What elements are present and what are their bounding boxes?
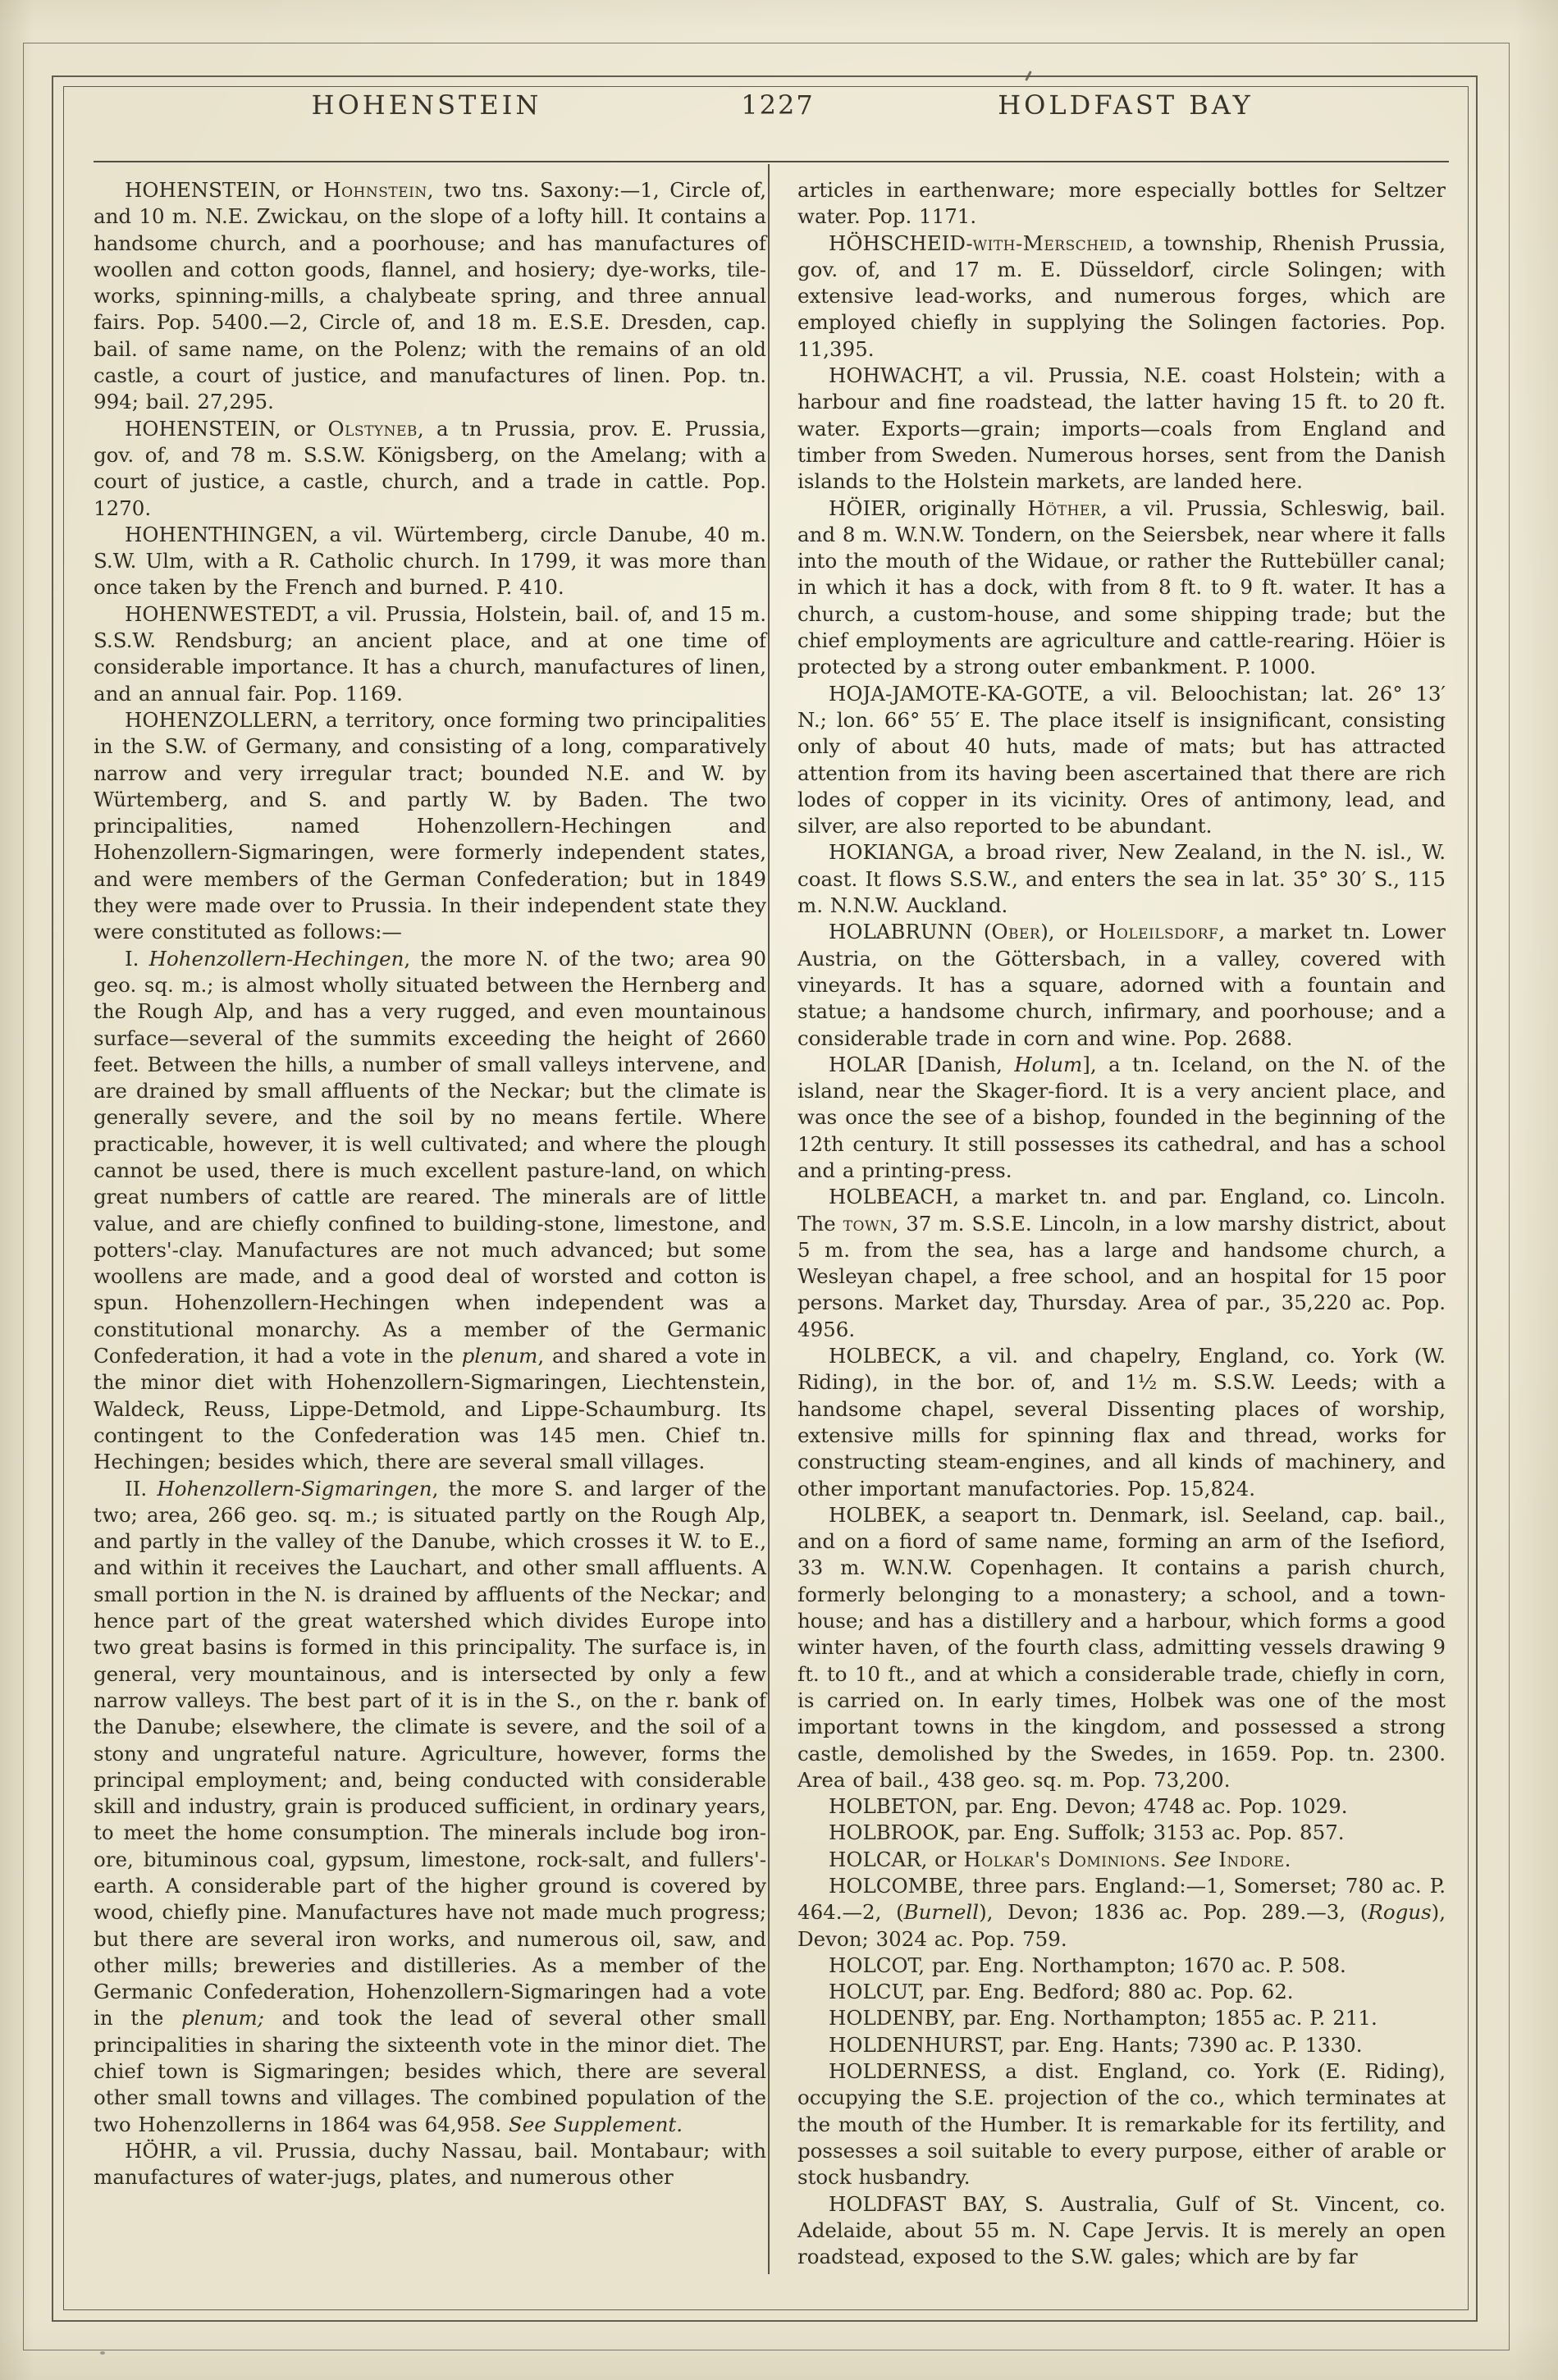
entry-paragraph: HOLBECK, a vil. and chapelry, England, co. York (W. Riding), in the bor. of, and 1½ m. S.S.W. Leeds; with a handsome chapel, several Dissenting places of worship, extensive mills for spinning flax and thread, works for constructing steam-engines, and all kinds of machinery, and other important manufactories. Pop. 15,824.	[797, 1344, 1446, 1501]
entry-paragraph: HÖHSCHEID-with-Merscheid, a township, Rhenish Prussia, gov. of, and 17 m. E. Düsseldorf, circle Solingen; with extensive lead-works, and numerous forges, which are employed chiefly in supplying the Solingen factories. Pop. 11,395.	[797, 231, 1446, 361]
entry-paragraph: HOLBEACH, a market tn. and par. England, co. Lincoln. The town, 37 m. S.S.E. Lincoln, in a low marshy district, about 5 m. from the sea, has a large and handsome church, a Wesleyan chapel, a free school, and an hospital for 15 poor persons. Market day, Thursday. Area of par., 35,220 ac. Pop. 4956.	[797, 1185, 1446, 1341]
entry-paragraph: HOLBROOK, par. Eng. Suffolk; 3153 ac. Pop. 857.	[829, 1820, 1345, 1845]
header-rule	[94, 161, 1449, 162]
entry-paragraph: HOKIANGA, a broad river, New Zealand, in the N. isl., W. coast. It flows S.S.W., and enters the sea in lat. 35° 30′ S., 115 m. N.N.W. Auckland.	[797, 840, 1446, 918]
entry-paragraph: HOHENTHINGEN, a vil. Würtemberg, circle Danube, 40 m. S.W. Ulm, with a R. Catholic church. In 1799, it was more than once taken by the French and burned. P. 410.	[94, 522, 766, 600]
page-number: 1227	[741, 89, 815, 121]
running-head-right: HOLDFAST BAY	[998, 89, 1254, 121]
column-divider	[768, 164, 770, 2274]
entry-paragraph: HOLDENHURST, par. Eng. Hants; 7390 ac. P. 1330.	[829, 2032, 1363, 2057]
entry-paragraph: HOLAR [Danish, Holum], a tn. Iceland, on the N. of the island, near the Skager-fiord. It is a very ancient place, and was once the see of a bishop, founded in the beginning of the 12th century. It still possesses its cathedral, and has a school and a printing-press.	[797, 1052, 1446, 1182]
entry-paragraph: I. Hohenzollern-Hechingen, the more N. of the two; area 90 geo. sq. m.; is almost wholly situated between the Hernberg and the Rough Alp, and has a very rugged, and even mountainous surface—several of the summits exceeding the height of 2660 feet. Between the hills, a number of small valleys intervene, and are drained by small affluents of the Neckar; but the climate is generally severe, and the soil by no means fertile. Where practicable, however, it is well cultivated; and where the plough cannot be used, there is much excellent pasture-land, on which great numbers of cattle are reared. The minerals are of little value, and are chiefly confined to building-stone, limestone, and potters'-clay. Manufactures are not much advanced; but some woollens are made, and a good deal of worsted and cotton is spun. Hohenzollern-Hechingen when independent was a constitutional monarchy. As a member of the Germanic Confederation, it had a vote in the plenum, and shared a vote in the minor diet with Hohenzollern-Sigmaringen, Liechtenstein, Waldeck, Reuss, Lippe-Detmold, and Lippe-Schaumburg. Its contingent to the Confederation was 145 men. Chief tn. Hechingen; besides which, there are several small villages.	[94, 946, 766, 1474]
entry-paragraph: HOHENSTEIN, or Hohnstein, two tns. Saxony:—1, Circle of, and 10 m. N.E. Zwickau, on the slope of a lofty hill. It contains a handsome church, and a poorhouse; and has manufactures of woollen and cotton goods, flannel, and hosiery; dye-works, tile-works, spinning-mills, a chalybeate spring, and three annual fairs. Pop. 5400.—2, Circle of, and 18 m. E.S.E. Dresden, cap. bail. of same name, on the Polenz; with the remains of an old castle, a court of justice, and manufactures of linen. Pop. tn. 994; bail. 27,295.	[94, 178, 766, 414]
entry-paragraph: HOJA-JAMOTE-KA-GOTE, a vil. Beloochistan; lat. 26° 13′ N.; lon. 66° 55′ E. The place itself is insignificant, consisting only of about 40 huts, made of mats; but has attracted attention from its having been ascertained that there are rich lodes of copper in its vicinity. Ores of antimony, lead, and silver, are also reported to be abundant.	[797, 681, 1446, 838]
entry-paragraph: HÖIER, originally Höther, a vil. Prussia, Schleswig, bail. and 8 m. W.N.W. Tondern, on the Seiersbek, near where it falls into the mouth of the Widaue, or rather the Ruttebüller canal; in which it has a dock, with from 8 ft. to 9 ft. water. It has a church, a custom-house, and some shipping trade; but the chief employments are agriculture and cattle-rearing. Höier is protected by a strong outer embankment. P. 1000.	[797, 496, 1446, 679]
entry-paragraph: HOLBEK, a seaport tn. Denmark, isl. Seeland, cap. bail., and on a fiord of same name, forming an arm of the Isefiord, 33 m. W.N.W. Copenhagen. It contains a parish church, formerly belonging to a monastery; a school, and a town-house; and has a distillery and a harbour, which forms a good winter haven, of the fourth class, admitting vessels drawing 9 ft. to 10 ft., and at which a considerable trade, chiefly in corn, is carried on. In early times, Holbek was one of the most important towns in the kingdom, and possessed a strong castle, demolished by the Swedes, in 1659. Pop. tn. 2300. Area of bail., 438 geo. sq. m. Pop. 73,200.	[797, 1502, 1446, 1792]
column-left	[94, 177, 766, 2191]
entry-paragraph: HOLCOMBE, three pars. England:—1, Somerset; 780 ac. P. 464.—2, (Burnell), Devon; 1836 ac. Pop. 289.—3, (Rogus), Devon; 3024 ac. Pop. 759.	[797, 1874, 1446, 1951]
entry-paragraph: HOHENWESTEDT, a vil. Prussia, Holstein, bail. of, and 15 m. S.S.W. Rendsburg; an ancient place, and at one time of considerable importance. It has a church, manufactures of linen, and an annual fair. Pop. 1169.	[94, 601, 766, 706]
column-right	[797, 177, 1446, 2270]
entry-paragraph: HÖHR, a vil. Prussia, duchy Nassau, bail. Montabaur; with manufactures of water-jugs, plates, and numerous other	[94, 2138, 766, 2190]
entry-paragraph: HOHENSTEIN, or Olstyneb, a tn Prussia, prov. E. Prussia, gov. of, and 78 m. S.S.W. Königsberg, on the Amelang; with a court of justice, a castle, church, and a trade in cattle. Pop. 1270.	[94, 416, 766, 520]
entry-paragraph: HOLDFAST BAY, S. Australia, Gulf of St. Vincent, co. Adelaide, about 55 m. N. Cape Jervis. It is merely an open roadstead, exposed to the S.W. gales; which are by far	[797, 2191, 1446, 2269]
entry-paragraph: HOLCAR, or Holkar's Dominions. See Indore.	[829, 1847, 1291, 1871]
entry-paragraph: HOLBETON, par. Eng. Devon; 4748 ac. Pop. 1029.	[829, 1794, 1348, 1819]
entry-paragraph: II. Hohenzollern-Sigmaringen, the more S. and larger of the two; area, 266 geo. sq. m.; is situated partly on the Rough Alp, and partly in the valley of the Danube, which crosses it W. to E., and within it receives the Lauchart, and other small affluents. A small portion in the N. is drained by affluents of the Neckar; and hence part of the great watershed which divides Europe into two great basins is formed in this principality. The surface is, in general, very mountainous, and is intersected by only a few narrow valleys. The best part of it is in the S., on the r. bank of the Danube; elsewhere, the climate is severe, and the soil of a stony and ungrateful nature. Agriculture, however, forms the principal employment; and, being conducted with considerable skill and industry, grain is produced sufficient, in ordinary years, to meet the home consumption. The minerals include bog iron-ore, bituminous coal, gypsum, limestone, rock-salt, and fullers'-earth. A considerable part of the higher ground is covered by wood, chiefly pine. Manufactures have not made much progress; but there are several iron works, and numerous oil, saw, and other mills; breweries and distilleries. As a member of the Germanic Confederation, Hohenzollern-Sigmaringen had a vote in the plenum; and took the lead of several other small principalities in sharing the sixteenth vote in the minor diet. The chief town is Sigmaringen; besides which, there are several other small towns and villages. The combined population of the two Hohenzollerns in 1864 was 64,958. See Supplement.	[94, 1476, 766, 2136]
entry-paragraph: HOLDENBY, par. Eng. Northampton; 1855 ac. P. 211.	[829, 2006, 1378, 2031]
entry-paragraph: HOLCUT, par. Eng. Bedford; 880 ac. Pop. 62.	[829, 1980, 1294, 2004]
entry-paragraph: HOHWACHT, a vil. Prussia, N.E. coast Holstein; with a harbour and fine roadstead, the latter having 15 ft. to 20 ft. water. Exports—grain; imports—coals from England and timber from Sweden. Numerous horses, sent from the Danish islands to the Holstein markets, are landed here.	[797, 363, 1446, 494]
scan-speck	[100, 2351, 105, 2355]
entry-paragraph: HOLCOT, par. Eng. Northampton; 1670 ac. P. 508.	[829, 1953, 1346, 1977]
entry-paragraph: HOLDERNESS, a dist. England, co. York (E. Riding), occupying the S.E. projection of the co., which terminates at the mouth of the Humber. It is remarkable for its fertility, and possesses a soil suitable to every purpose, either of arable or stock husbandry.	[797, 2059, 1446, 2190]
entry-paragraph: HOHENZOLLERN, a territory, once forming two principalities in the S.W. of Germany, and consisting of a long, comparatively narrow and very irregular tract; bounded N.E. and W. by Würtemberg, and S. and partly W. by Baden. The two principalities, named Hohenzollern-Hechingen and Hohenzollern-Sigmaringen, were formerly independent states, and were members of the German Confederation; but in 1849 they were made over to Prussia. In their independent state they were constituted as follows:—	[94, 707, 766, 944]
entry-paragraph: HOLABRUNN (Ober), or Holeilsdorf, a market tn. Lower Austria, on the Göttersbach, in a valley, covered with vineyards. It has a square, adorned with a fountain and statue; a handsome church, infirmary, and poorhouse; and a considerable trade in corn and wine. Pop. 2688.	[797, 920, 1446, 1050]
running-head-left: HOHENSTEIN	[311, 89, 542, 121]
entry-paragraph: articles in earthenware; more especially bottles for Seltzer water. Pop. 1171.	[797, 178, 1446, 229]
